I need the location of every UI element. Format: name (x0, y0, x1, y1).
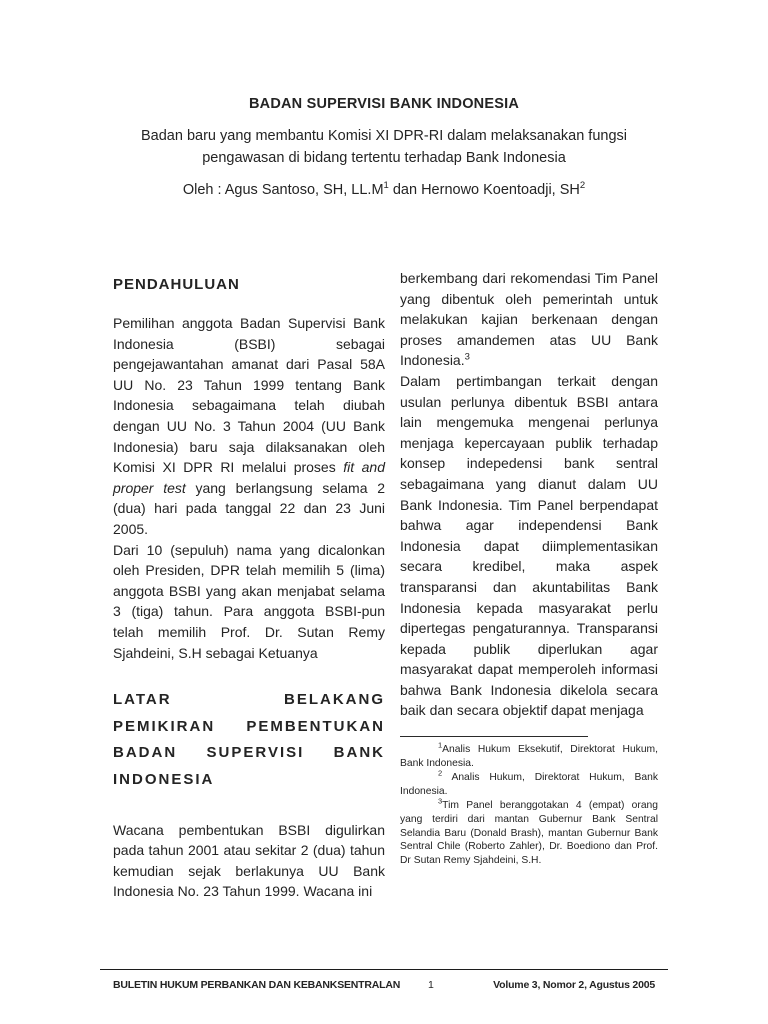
footer-rule (100, 969, 668, 970)
italic-phrase-fit-and-proper-test: fit and proper test (113, 459, 385, 496)
footnote-ref-1: 1 (383, 180, 389, 192)
footnote-ref-2: 2 (579, 180, 586, 192)
paragraph-right-1 (400, 268, 658, 371)
footnote-marker-1: 1 (438, 740, 443, 750)
footnote-3 (400, 796, 658, 869)
footer-row (100, 979, 668, 994)
footnote-marker-2: 2 (438, 768, 443, 778)
paragraph-pendahuluan-2: Dari 10 (sepuluh) nama yang dicalonkan oleh Presiden, DPR telah memilih 5 (lima) anggota BSBI yang akan menjabat selama 3 (tiga) tahun. Para anggota BSBI-pun telah memilih Prof. Dr. Sutan Remy Sjahdeini, S.H sebagai Ketuanya (113, 541, 385, 661)
page-footer (100, 969, 668, 994)
two-column-layout (113, 268, 658, 902)
footnote-2 (400, 768, 658, 799)
footer-page-number: 1 (428, 979, 434, 991)
footer-journal-title: BULETIN HUKUM PERBANKAN DAN KEBANKSENTRALAN (113, 979, 401, 991)
footnote-text-2: Analis Hukum, Direktorat Hukum, Bank Indonesia. (400, 771, 658, 797)
section-heading-latar-belakang: LATAR BELAKANG PEMIKIRAN PEMBENTUKAN BADAN SUPERVISI BANK INDONESIA (113, 691, 385, 788)
article-title: BADAN SUPERVISI BANK INDONESIA (249, 96, 519, 112)
footnote-1 (400, 740, 658, 771)
paragraph-text: berkembang dari rekomendasi Tim Panel yang dibentuk oleh pemerintah untuk melakukan kajian berkenaan dengan proses amandemen atas UU Bank Indonesia. (400, 270, 658, 369)
byline-text-pre: Oleh : Agus Santoso, SH, LL.M (182, 182, 384, 198)
footnote-ref-3: 3 (464, 351, 470, 363)
article-header (100, 96, 668, 198)
paragraph-right-2: Dalam pertimbangan terkait dengan usulan perlunya dibentuk BSBI antara lain mengemuka mengenai perlunya menjaga kepercayaan publik terhadap konsep indepedensi bank sentral sebagaimana yang dianut dalam UU Bank Indonesia. Tim Panel berpendapat bahwa agar independensi Bank Indonesia dapat diimplementasikan secara kredibel, maka aspek transparansi dan akuntabilitas Bank Indonesia kepada masyarakat perlu dipertegas pengaturannya. Transparansi kepada publik diperlukan agar masyarakat dapat memperoleh informasi bahwa Bank Indonesia dikelola secara baik dan secara objektif dapat menjaga (400, 372, 658, 719)
article-subtitle: Badan baru yang membantu Komisi XI DPR-RI dalam melaksanakan fungsi pengawasan di bidang tertentu terhadap Bank Indonesia (141, 128, 627, 166)
footnote-text-1: Analis Hukum Eksekutif, Direktorat Hukum, Bank Indonesia. (400, 744, 658, 769)
paragraph-text: yang berlangsung selama 2 (dua) hari pada tanggal 22 dan 23 Juni 2005. (113, 479, 385, 537)
byline-text-mid: dan Hernowo Koentoadji, SH (388, 182, 580, 198)
footnote-text-3: Tim Panel beranggotakan 4 (empat) orang yang terdiri dari mantan Gubernur Bank Sentral Selandia Baru (Donald Brash), mantan Gubernur Bank Sentral Chile (Roberto Zahler), Dr. Boediono dan Prof. Dr Sutan Remy Sjahdeini, S.H. (400, 799, 658, 867)
footer-issue-info: Volume 3, Nomor 2, Agustus 2005 (493, 979, 655, 991)
section-heading-pendahuluan: PENDAHULUAN (113, 276, 240, 293)
paragraph-pendahuluan-1 (113, 313, 385, 540)
article-byline (100, 182, 668, 198)
paragraph-text: Pemilihan anggota Badan Supervisi Bank Indonesia (BSBI) sebagai pengejawantahan amanat dari Pasal 58A UU No. 23 Tahun 1999 tentang Bank Indonesia sebagaimana telah diubah dengan UU No. 3 Tahun 2004 (UU Bank Indonesia) baru saja dilaksanakan oleh Komisi XI DPR RI melalui proses (113, 315, 385, 476)
footnote-marker-3: 3 (438, 796, 443, 806)
paragraph-latar-belakang-1: Wacana pembentukan BSBI digulirkan pada tahun 2001 atau sekitar 2 (dua) tahun kemudian sejak berlakunya UU Bank Indonesia No. 23 Tahun 1999. Wacana ini (113, 821, 385, 900)
right-column (400, 268, 658, 902)
footnote-separator-line (400, 736, 588, 737)
left-column (113, 268, 385, 902)
